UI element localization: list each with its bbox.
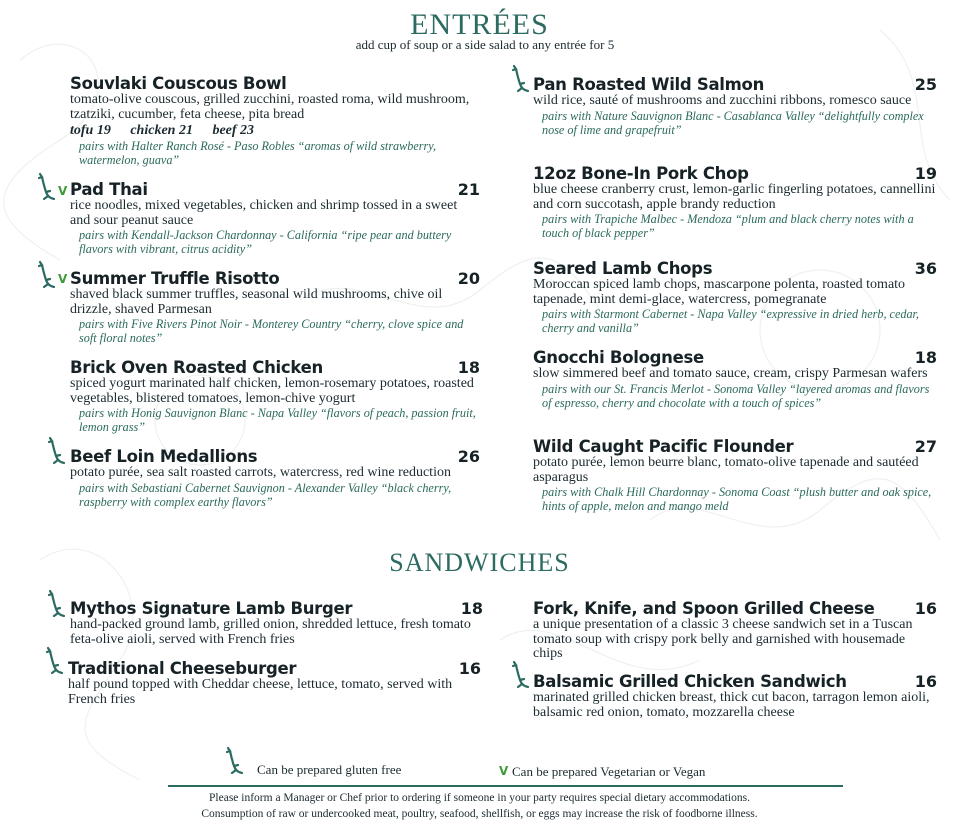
item-price: 19 [914, 164, 937, 183]
footer-dietary-note: Please inform a Manager or Chef prior to ordering if someone in your party requires special dietary accommodations. [209, 792, 750, 804]
item-description: potato purée, sea salt roasted carrots, watercress, red wine reduction [70, 465, 451, 480]
gluten-free-icon [36, 172, 58, 202]
legend-gluten-free: Can be prepared gluten free [257, 762, 402, 777]
item-name: Beef Loin Medallions [70, 447, 258, 466]
entrees-subtitle: add cup of soup or a side salad to any entrée for 5 [355, 37, 615, 52]
item-name: Traditional Cheeseburger [68, 659, 297, 678]
item-price: 26 [457, 447, 480, 466]
footer-divider [168, 785, 843, 787]
item-price: 16 [458, 659, 481, 678]
wine-pairing: pairs with Halter Ranch Rosé - Paso Robles “aromas of wild strawberry, watermelon, guava” [79, 139, 437, 167]
item-name: Fork, Knife, and Spoon Grilled Cheese [533, 599, 875, 618]
menu-item [533, 259, 937, 335]
footer-food-warning: Consumption of raw or undercooked meat, poultry, seafood, shellfish, or eggs may increase the risk of foodborne illness. [201, 808, 758, 820]
menu-item [533, 437, 937, 513]
menu-item [533, 599, 937, 662]
menu-item [533, 672, 937, 720]
item-description: slow simmered beef and tomato sauce, cream, crispy Parmesan wafers [533, 366, 928, 381]
menu-item [68, 659, 481, 707]
item-price: 18 [914, 348, 937, 367]
sandwiches-title: SANDWICHES [389, 548, 570, 577]
item-price: 27 [914, 437, 937, 456]
gluten-free-icon [46, 589, 68, 619]
gluten-free-icon [36, 260, 58, 290]
gluten-free-icon [224, 746, 246, 776]
item-price: 36 [914, 259, 937, 278]
wine-pairing: pairs with Trapiche Malbec - Mendoza “plum and black cherry notes with a touch of black pepper” [542, 212, 914, 240]
item-description: rice noodles, mixed vegetables, chicken and shrimp tossed in a sweet and sour peanut sauce [70, 198, 458, 228]
item-description: hand-packed ground lamb, grilled onion, shredded lettuce, fresh tomato feta-olive aioli, served with French fries [70, 617, 471, 647]
item-description: Moroccan spiced lamb chops, mascarpone polenta, roasted tomato tapenade, mint demi-glace, watercress, pomegranate [533, 277, 906, 307]
menu-item [70, 599, 483, 647]
wine-pairing: pairs with Starmont Cabernet - Napa Valley “expressive in dried herb, cedar, cherry and vanilla” [542, 307, 919, 335]
item-options [70, 123, 480, 139]
menu-item [70, 180, 480, 256]
item-name: Balsamic Grilled Chicken Sandwich [533, 672, 847, 691]
item-description: spiced yogurt marinated half chicken, lemon-rosemary potatoes, roasted vegetables, blistered tomatoes, lemon-chive yogurt [70, 376, 474, 406]
menu-item [533, 348, 937, 410]
option-beef: beef 23 [212, 123, 255, 138]
vegetarian-icon: V [58, 272, 68, 286]
item-description: wild rice, sauté of mushrooms and zucchini ribbons, romesco sauce [533, 93, 912, 108]
wine-pairing: pairs with Honig Sauvignon Blanc - Napa Valley “flavors of peach, passion fruit, lemon grass” [79, 406, 476, 434]
item-name: Pad Thai [70, 180, 148, 199]
item-description: marinated grilled chicken breast, thick cut bacon, tarragon lemon aioli, balsamic red onion, tomato, mozzarella cheese [533, 690, 930, 720]
item-name: Seared Lamb Chops [533, 259, 713, 278]
item-name: Brick Oven Roasted Chicken [70, 358, 323, 377]
item-name: Pan Roasted Wild Salmon [533, 75, 765, 94]
item-name: Souvlaki Couscous Bowl [70, 74, 287, 93]
menu-item [70, 447, 480, 509]
item-description: half pound topped with Cheddar cheese, lettuce, tomato, served with French fries [68, 677, 453, 707]
menu-item [533, 164, 937, 240]
wine-pairing: pairs with our St. Francis Merlot - Sonoma Valley “layered aromas and flavors of espresso, cherry and chocolate with a touch of spices” [542, 381, 930, 410]
gluten-free-icon [510, 64, 532, 94]
item-description: shaved black summer truffles, seasonal wild mushrooms, chive oil drizzle, shaved Parmesan [70, 287, 443, 317]
menu-item [533, 75, 937, 137]
wine-pairing: pairs with Nature Sauvignon Blanc - Casablanca Valley “delightfully complex nose of lime and grapefruit” [542, 108, 924, 137]
vegetarian-icon: V [58, 184, 68, 198]
entrees-title: ENTRÉES [410, 8, 549, 41]
gluten-free-icon [46, 436, 68, 466]
item-description: tomato-olive couscous, grilled zucchini, roasted roma, wild mushroom, tzatziki, cucumber, feta cheese, pita bread [70, 92, 470, 122]
item-name: Gnocchi Bolognese [533, 348, 704, 367]
menu-item [70, 74, 480, 167]
item-price: 16 [914, 599, 937, 618]
gluten-free-icon [510, 660, 532, 690]
wine-pairing: pairs with Five Rivers Pinot Noir - Monterey Country “cherry, clove spice and soft floral notes” [79, 317, 464, 345]
item-name: Summer Truffle Risotto [70, 269, 280, 288]
option-chicken: chicken 21 [130, 123, 193, 138]
item-price: 18 [460, 599, 483, 618]
item-price: 18 [457, 358, 480, 377]
item-description: potato purée, lemon beurre blanc, tomato-olive tapenade and sautéed asparagus [533, 455, 919, 485]
menu-item [70, 358, 480, 434]
wine-pairing: pairs with Sebastiani Cabernet Sauvignon - Alexander Valley “black cherry, raspberry with complex earthy flavors” [79, 480, 452, 509]
item-price: 21 [457, 180, 480, 199]
item-description: blue cheese cranberry crust, lemon-garlic fingerling potatoes, cannellini and corn succotash, apple brandy reduction [533, 182, 936, 212]
item-price: 20 [457, 269, 480, 288]
item-name: 12oz Bone-In Pork Chop [533, 164, 749, 183]
wine-pairing: pairs with Chalk Hill Chardonnay - Sonoma Coast “plush butter and oak spice, hints of apple, melon and mango meld [542, 485, 932, 513]
wine-pairing: pairs with Kendall-Jackson Chardonnay - California “ripe pear and buttery flavors with vibrant, citrus acidity” [79, 228, 452, 256]
menu-item [70, 269, 480, 345]
item-name: Mythos Signature Lamb Burger [70, 599, 353, 618]
option-tofu: tofu 19 [70, 123, 111, 138]
item-name: Wild Caught Pacific Flounder [533, 437, 794, 456]
legend-vegetarian: Can be prepared Vegetarian or Vegan [512, 764, 706, 779]
item-description: a unique presentation of a classic 3 cheese sandwich set in a Tuscan tomato soup with crispy pork belly and garnished with housemade chips [533, 617, 913, 661]
gluten-free-icon [44, 646, 66, 676]
vegetarian-icon: V [499, 764, 509, 778]
item-price: 16 [914, 672, 937, 691]
item-price: 25 [914, 75, 937, 94]
